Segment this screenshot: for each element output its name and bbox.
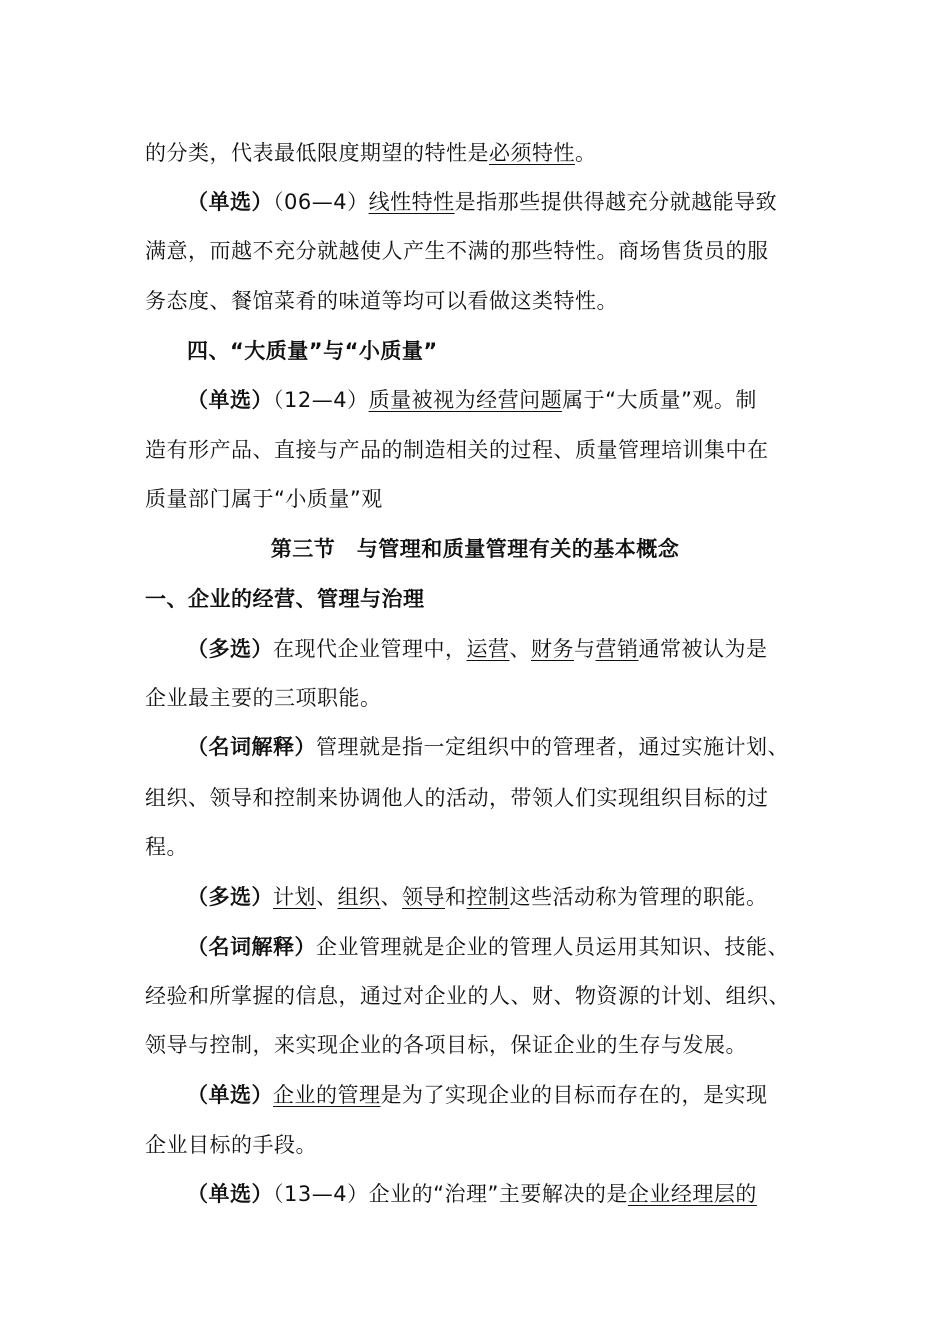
text-segment: 、 [509, 637, 531, 661]
text-segment: 领导与控制，来实现企业的各项目标，保证企业的生存与发展。 [145, 1033, 747, 1057]
bold-label: （多选） [187, 885, 273, 909]
text-line [187, 177, 887, 227]
text-segment: 是为了实现企业的目标而存在的，是实现 [380, 1083, 768, 1107]
underlined-term: 领导 [402, 885, 445, 909]
text-line [187, 722, 887, 772]
underlined-term: 运营 [466, 637, 510, 661]
text-line [145, 1120, 845, 1170]
bold-label: （单选） [187, 190, 273, 214]
text-segment: （12—4） [273, 388, 369, 412]
underlined-term: 控制 [466, 885, 510, 909]
bold-label: 四、“大质量”与“小质量” [187, 339, 438, 363]
bold-label: （单选） [187, 388, 273, 412]
text-segment: 质量部门属于“小质量”观 [145, 487, 383, 511]
text-line [187, 1070, 887, 1120]
text-line [145, 1020, 845, 1070]
text-segment: 通常被认为是 [638, 637, 768, 661]
bold-label: （多选） [187, 637, 273, 661]
underlined-term: 线性特性 [368, 190, 455, 214]
text-line [145, 773, 845, 823]
text-segment: 这些活动称为管理的职能。 [509, 885, 768, 909]
chapter-title [0, 524, 950, 574]
text-segment: 属于“大质量”观。制 [562, 388, 757, 412]
text-line [187, 922, 887, 972]
text-line [145, 276, 845, 326]
text-line [145, 474, 845, 524]
text-segment: 、 [380, 885, 402, 909]
underlined-term: 营销 [595, 637, 639, 661]
bold-label: （单选） [187, 1083, 273, 1107]
text-segment: 企业最主要的三项职能。 [145, 686, 382, 710]
text-segment: 造有形产品、直接与产品的制造相关的过程、质量管理培训集中在 [145, 438, 769, 462]
underlined-term: 企业经理层的 [627, 1182, 757, 1206]
text-line [187, 872, 887, 922]
text-segment: 、 [316, 885, 338, 909]
text-line [145, 226, 845, 276]
text-segment: 企业的“治理”主要解决的是 [368, 1182, 628, 1206]
text-segment: 与 [574, 637, 596, 661]
text-segment: 管理就是指一定组织中的管理者，通过实施计划、 [316, 735, 789, 759]
text-segment: （13—4） [273, 1182, 369, 1206]
bold-label: 一、企业的经营、管理与治理 [145, 587, 425, 611]
text-segment: 。 [575, 141, 597, 165]
bold-label: 第三节 与管理和质量管理有关的基本概念 [270, 537, 680, 561]
text-segment: 企业目标的手段。 [145, 1133, 317, 1157]
text-segment: （06—4） [273, 190, 369, 214]
bold-label: （名词解释） [187, 935, 316, 959]
text-segment: 务态度、餐馆菜肴的味道等均可以看做这类特性。 [145, 289, 618, 313]
bold-label: （名词解释） [187, 735, 316, 759]
text-segment: 组织、领导和控制来协调他人的活动，带领人们实现组织目标的过 [145, 786, 769, 810]
text-line [145, 425, 845, 475]
bold-label: （单选） [187, 1182, 273, 1206]
text-line [145, 673, 845, 723]
text-line [187, 1169, 887, 1219]
text-segment: 企业管理就是企业的管理人员运用其知识、技能、 [316, 935, 789, 959]
text-line [187, 624, 887, 674]
underlined-term: 组织 [337, 885, 381, 909]
text-segment: 的分类，代表最低限度期望的特性是 [145, 141, 489, 165]
text-segment: 和 [445, 885, 467, 909]
text-segment: 满意，而越不充分就越使人产生不满的那些特性。商场售货员的服 [145, 239, 769, 263]
text-segment: 在现代企业管理中， [273, 637, 467, 661]
text-line [145, 128, 845, 178]
section-heading [145, 574, 845, 624]
text-segment: 经验和所掌握的信息，通过对企业的人、财、物资源的计划、组织、 [145, 984, 790, 1008]
underlined-term: 企业的管理 [273, 1083, 381, 1107]
underlined-term: 必须特性 [489, 141, 575, 165]
underlined-term: 质量被视为经营问题 [368, 388, 563, 412]
text-line [187, 375, 887, 425]
text-segment: 是指那些提供得越充分就越能导致 [454, 190, 778, 214]
text-line [145, 822, 845, 872]
underlined-term: 财务 [531, 637, 574, 661]
text-segment: 程。 [145, 835, 188, 859]
text-line [145, 971, 845, 1021]
section-heading [187, 326, 887, 376]
underlined-term: 计划 [273, 885, 316, 909]
